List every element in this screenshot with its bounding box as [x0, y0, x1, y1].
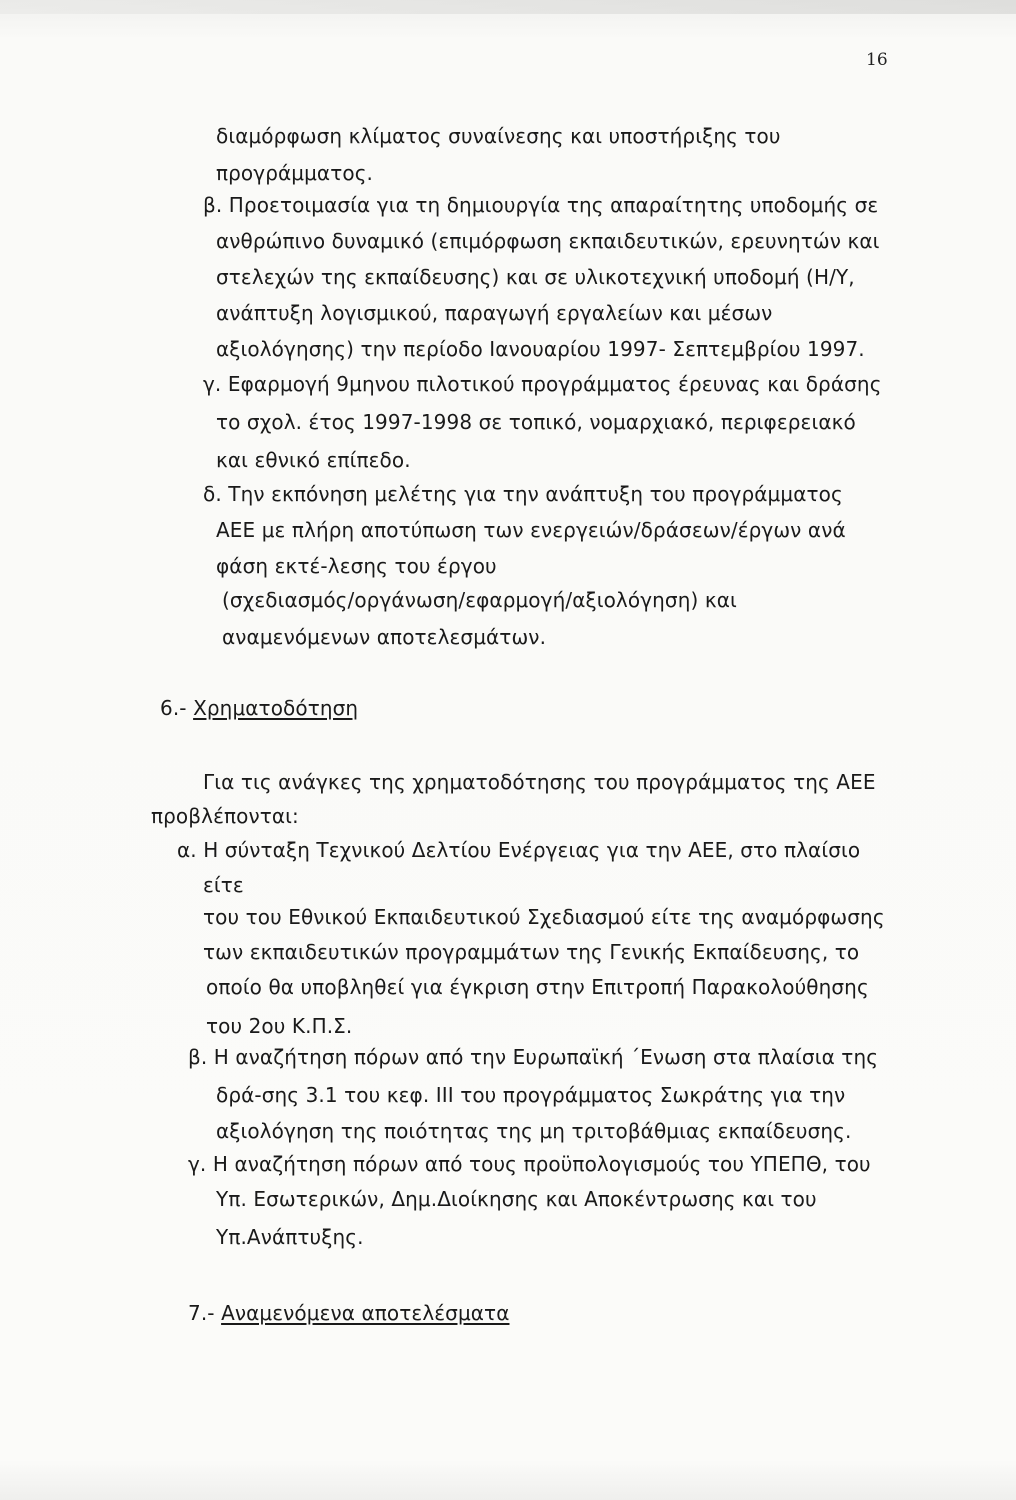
section6-item-g-line: Υπ. Εσωτερικών, Δημ.Διοίκησης και Αποκέντρωσης και του	[216, 1187, 817, 1211]
item-d-line: (σχεδιασμός/οργάνωση/εφαρμογή/αξιολόγηση) και	[222, 588, 737, 612]
section6-item-g-line: Υπ.Ανάπτυξης.	[216, 1225, 364, 1249]
section6-item-g-line: γ. Η αναζήτηση πόρων από τους προϋπολογισμούς του ΥΠΕΠΘ, του	[188, 1152, 871, 1176]
page-number: 16	[866, 50, 888, 70]
section6-lead-line: Για τις ανάγκες της χρηματοδότησης του προγράμματος της ΑΕΕ	[203, 770, 876, 794]
section6-item-b-line: δρά-σης 3.1 του κεφ. ΙΙΙ του προγράμματος Σωκράτης για την	[216, 1083, 846, 1107]
item-d-line: ΑΕΕ με πλήρη αποτύπωση των ενεργειών/δράσεων/έργων ανά	[216, 518, 846, 542]
section7-title: Αναμενόμενα αποτελέσματα	[221, 1301, 510, 1325]
item-b-line: β. Προετοιμασία για τη δημιουργία της απαραίτητης υποδομής σε	[203, 193, 879, 217]
intro-line: προγράμματος.	[216, 161, 373, 185]
section7-heading	[188, 1301, 509, 1325]
item-b-line: ανάπτυξη λογισμικού, παραγωγή εργαλείων και μέσων	[216, 301, 773, 325]
section6-item-b-line: β. Η αναζήτηση πόρων από την Ευρωπαϊκή ΄Ενωση στα πλαίσια της	[188, 1045, 879, 1069]
item-g-line: το σχολ. έτος 1997-1998 σε τοπικό, νομαρχιακό, περιφερειακό	[216, 410, 856, 434]
section6-item-a-line: του του Εθνικού Εκπαιδευτικού Σχεδιασμού είτε της αναμόρφωσης	[203, 905, 885, 929]
intro-line: διαμόρφωση κλίματος συναίνεσης και υποστήριξης του	[216, 124, 781, 148]
section6-item-b-line: αξιολόγηση της ποιότητας της μη τριτοβάθμιας εκπαίδευσης.	[216, 1119, 852, 1143]
scan-top-edge	[0, 0, 1016, 14]
section6-item-a-line: των εκπαιδευτικών προγραμμάτων της Γενικής Εκπαίδευσης, το	[203, 940, 860, 964]
section6-number: 6.-	[160, 696, 187, 720]
item-b-line: αξιολόγησης) την περίοδο Ιανουαρίου 1997- Σεπτεμβρίου 1997.	[216, 337, 865, 361]
item-g-line: και εθνικό επίπεδο.	[216, 448, 411, 472]
section6-heading	[160, 696, 358, 720]
section6-item-a-line: οποίο θα υποβληθεί για έγκριση στην Επιτροπή Παρακολούθησης	[206, 975, 869, 999]
item-b-line: ανθρώπινο δυναμικό (επιμόρφωση εκπαιδευτικών, ερευνητών και	[216, 229, 880, 253]
section6-item-a-line: είτε	[203, 873, 244, 897]
item-d-line: δ. Την εκπόνηση μελέτης για την ανάπτυξη του προγράμματος	[203, 482, 843, 506]
section6-item-a-line: του 2ου Κ.Π.Σ.	[206, 1014, 353, 1038]
section6-title: Χρηματοδότηση	[193, 696, 359, 720]
section6-lead-line: προβλέπονται:	[151, 804, 299, 828]
item-b-line: στελεχών της εκπαίδευσης) και σε υλικοτεχνική υποδομή (Η/Υ,	[216, 265, 855, 289]
item-d-line: αναμενόμενων αποτελεσμάτων.	[222, 625, 547, 649]
item-g-line: γ. Εφαρμογή 9μηνου πιλοτικού προγράμματος έρευνας και δράσης	[203, 372, 882, 396]
item-d-line: φάση εκτέ-λεσης του έργου	[216, 554, 497, 578]
section7-number: 7.-	[188, 1301, 215, 1325]
section6-item-a-line: α. Η σύνταξη Τεχνικού Δελτίου Ενέργειας για την ΑΕΕ, στο πλαίσιο	[177, 838, 861, 862]
